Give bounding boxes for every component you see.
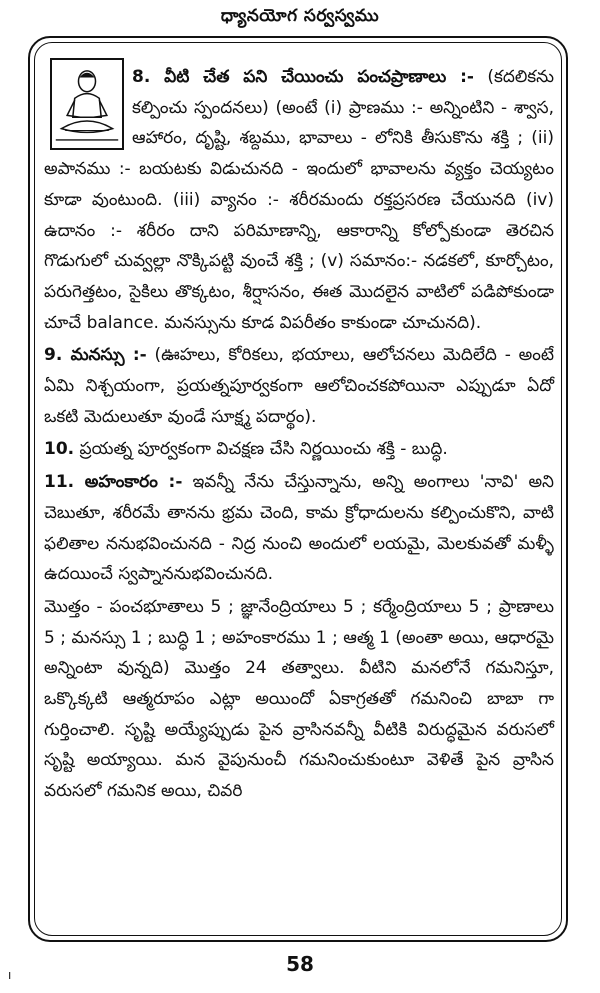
paragraph-manassu xyxy=(44,340,554,432)
paragraph-buddhi xyxy=(44,434,554,465)
running-title: ధ్యానయోగ సర్వస్వము xyxy=(220,6,380,26)
paragraph-body: (కదలికను కల్పించు స్పందనలు) (అంటే (i) ప్రాణము :- అన్నింటిని - శ్వాస, ఆహారం, దృష్టి, శబ్దము, భావాలు - లోనికి తీసుకొను శక్తి ; (ii) అపానము :- బయటకు విడుచునది - ఇందులో భావాలను వ్యక్తం చెయ్యటం కూడా వుంటుంది. (iii) వ్యానం :- శరీరమందు రక్తప్రసరణ చేయునది (iv) ఉదానం :- శరీరం దాని పరిమాణాన్ని, ఆకారాన్ని కోల్పోకుండా తెరచిన గొడుగులో చువ్వల్లా నొక్కిపట్టి వుంచే శక్తి ; (v) సమానం:- నడకలో, కూర్చోటం, పరుగెత్తటం, సైకిలు తొక్కటం, శీర్షాసనం, ఈత మొదలైన వాటిలో పడిపోకుండా చూచే balance. మనస్సును కూడ విపరీతం కాకుండా చూచునది). xyxy=(44,67,554,333)
portrait-spacer xyxy=(44,62,132,154)
paragraph-lead: 10. xyxy=(44,439,75,460)
body-text xyxy=(44,62,554,809)
paragraph-total-tattvas xyxy=(44,592,554,807)
paragraph-lead: 8. వీటి చేత పని చేయించు పంచప్రాణాలు :- xyxy=(132,67,474,87)
paragraph-body: ఇవన్నీ నేను చేస్తున్నాను, అన్ని అంగాలు 'నావి' అని చెబుతూ, శరీరమే తానను భ్రమ చెంది, కామ క్రోధాదులను కల్పించుకొని, వాటి ఫలితాల ననుభవించునది - నిద్ర నుంచి అందులో లయమై, మెలకువతో మళ్ళీ ఉదయించే స్వప్నాననుభవించునది. xyxy=(44,472,554,585)
paragraph-body: ప్రయత్న పూర్వకంగా విచక్షణ చేసి నిర్ణయించు శక్తి - బుద్ధి. xyxy=(74,439,448,460)
paragraph-lead: 9. మనస్సు :- xyxy=(44,345,147,366)
page-number: 58 xyxy=(286,952,314,976)
paragraph-lead: 11. అహంకారం :- xyxy=(44,472,183,493)
paragraph-body: మొత్తం - పంచభూతాలు 5 ; జ్ఞానేంద్రియాలు 5 ; కర్మేంద్రియాలు 5 ; ప్రాణాలు 5 ; మనస్సు 1 ; బుద్ధి 1 ; అహంకారము 1 ; ఆత్మ 1 (అంతా అయి, ఆధారమై అన్నింటా వున్నది) మొత్తం 24 తత్వాలు. వీటిని మనలోనే గమనిస్తూ, ఒక్కొక్కటి ఆత్మరూపం ఎట్లా అయిందో ఏకాగ్రతతో గమనించి బాబా గా గుర్తించాలి. సృష్టి అయ్యేప్పుడు పైన వ్రాసినవన్నీ వీటికి విరుద్ధమైన వరుసలో సృష్టి అయ్యాయి. మన వైపునుంచీ గమనించుకుంటూ వెళితే పైన వ్రాసిన వరుసలో గమనిక అయి, చివరి xyxy=(44,596,554,802)
paragraph-ahankaram xyxy=(44,467,554,590)
paragraph-body: (ఊహలు, కోరికలు, భయాలు, ఆలోచనలు మెదిలేది - అంటే ఏమి నిశ్చయంగా, ప్రయత్నపూర్వకంగా ఆలోచించకపోయినా ఎప్పుడూ ఏదో ఒకటి మెదులుతూ వుండే సూక్ష్మ పదార్థం). xyxy=(44,345,554,427)
edge-mark: ı xyxy=(8,968,12,982)
